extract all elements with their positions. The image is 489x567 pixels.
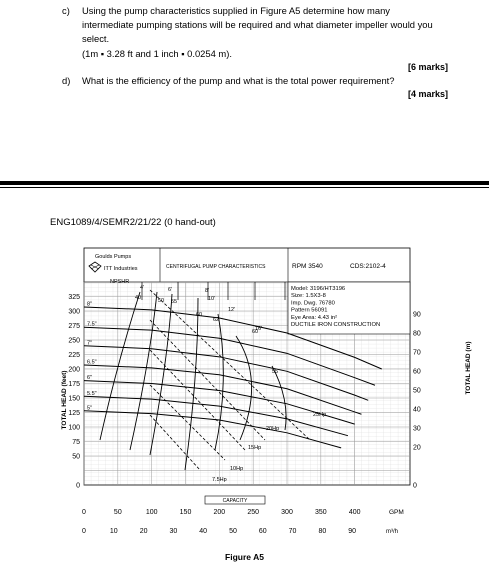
power-label: 15Hp [248,445,262,451]
y-axis-left-label: TOTAL HEAD (feet) [61,370,68,430]
efficiency-label: 40 [135,295,142,301]
y-tick-feet: 50 [72,453,80,461]
x-axis-gpm-ticks [82,509,361,516]
impeller-label: 8" [87,301,93,308]
y-tick-feet: 325 [68,294,80,301]
y-tick-feet: 200 [68,366,80,374]
power-label: 7.5Hp [212,477,227,483]
brand-top: Goulds Pumps [95,254,132,260]
x-tick-gpm: 50 [113,509,122,516]
y-tick-feet: 150 [68,395,80,403]
y-tick-metres: 70 [413,349,421,357]
x-tick-m3h: 40 [199,528,208,535]
spec-line: Eye Area: 4.43 in² [291,314,338,321]
efficiency-label: 60 [252,329,259,335]
power-label: 20Hp [266,426,280,432]
x-tick-m3h: 60 [258,528,267,535]
spec-line: Size: 1.5X3-8 [291,293,326,300]
y-tick-metres: 80 [413,330,421,338]
question-c-line2: intermediate pumping stations will be required and what diameter impeller would you [82,19,433,30]
x-tick-m3h: 90 [348,528,357,535]
y-axis-right-label: TOTAL HEAD (m) [465,341,472,395]
spec-line: DUCTILE IRON CONSTRUCTION [291,322,381,328]
x-tick-gpm: 200 [213,509,226,516]
rpm-label: RPM 3540 [292,263,323,270]
x-tick-m3h: 0 [82,528,86,535]
y-tick-metres: 30 [413,425,421,433]
impeller-label: 7" [87,340,93,347]
x-tick-gpm: 100 [145,509,158,516]
x-tick-gpm: 150 [179,509,192,516]
question-d-label: d) [62,75,71,86]
spec-line: Pattern 56091 [291,307,328,314]
efficiency-label: 62 [213,317,220,323]
question-c-label: c) [62,5,70,16]
x-tick-m3h: 80 [318,528,327,535]
spec-line: Imp. Dwg. 76780 [291,300,335,307]
y-tick-feet: 275 [68,323,80,330]
unit-conversion: (1m ▪ 3.28 ft and 1 inch ▪ 0.0254 m). [82,48,232,59]
y-tick-metres: 60 [413,368,421,376]
power-label: 25Hp [313,412,327,418]
x-tick-gpm: 400 [348,509,361,516]
impeller-label: 6.5" [87,359,97,366]
figure-caption: Figure A5 [225,552,264,562]
chart-title: CENTRIFUGAL PUMP CHARACTERISTICS [166,264,266,270]
x-tick-m3h: 50 [229,528,237,535]
question-d-text: What is the efficiency of the pump and what is the total power requirement? [82,75,395,86]
y-tick-feet: 0 [76,482,80,490]
efficiency-label: 55 [171,299,178,305]
document-code: ENG1089/4/SEMR2/21/22 (0 hand-out) [50,217,216,228]
npsh-label: NPSHR [110,279,130,285]
y-tick-feet: 175 [68,381,80,388]
efficiency-label: 50 [158,298,165,304]
x-tick-m3h: 30 [169,528,178,535]
x-tick-gpm: 250 [247,509,260,516]
npsh-value-label: 6' [168,287,173,293]
y-axis-metres-ticks [413,311,421,489]
x-axis-m3h-unit: m³/h [386,529,398,535]
cds-label: CDS:2102-4 [350,263,386,270]
x-tick-gpm: 350 [315,509,327,516]
npsh-value-label: 8' [205,288,210,294]
spec-line: Model: 3196/HT3196 [291,286,346,292]
impeller-label: 6" [87,375,93,382]
x-axis-m3h-ticks [82,528,356,535]
x-tick-m3h: 20 [139,528,148,535]
npsh-value-label: 16' [255,326,263,332]
y-tick-feet: 125 [68,410,80,417]
capacity-label: CAPACITY [222,498,248,504]
y-tick-metres: 40 [413,406,421,414]
y-tick-feet: 250 [68,337,80,345]
question-d-marks: [4 marks] [408,89,449,99]
y-tick-feet: 100 [68,424,80,432]
impeller-label: 5" [87,405,93,412]
efficiency-label: 60 [196,312,203,318]
x-tick-m3h: 70 [288,528,297,535]
power-label: 10Hp [230,466,244,472]
y-tick-feet: 225 [68,352,80,359]
question-c-line3: select. [82,33,110,44]
y-tick-metres: 20 [413,444,421,452]
x-axis-gpm-unit: GPM [389,509,404,516]
impeller-label: 5.5" [87,390,97,397]
question-c-marks: [6 marks] [408,62,449,72]
y-tick-metres: 0 [413,482,417,490]
efficiency-label: 55 [272,369,279,375]
y-tick-feet: 75 [72,439,80,446]
x-tick-gpm: 0 [82,509,86,516]
question-c-line1: Using the pump characteristics supplied in Figure A5 determine how many [82,5,390,16]
x-tick-m3h: 10 [109,528,118,535]
brand-name: ITT Industries [104,266,138,272]
x-tick-gpm: 300 [281,509,293,516]
npsh-value-label: 10' [208,296,216,302]
y-tick-feet: 300 [68,308,80,316]
y-axis-feet-ticks [68,294,80,490]
npsh-value-label: 4' [140,285,145,291]
impeller-label: 7.5" [87,321,97,328]
npsh-value-label: 12' [228,307,236,313]
y-tick-metres: 90 [413,311,421,319]
y-tick-metres: 50 [413,387,421,395]
